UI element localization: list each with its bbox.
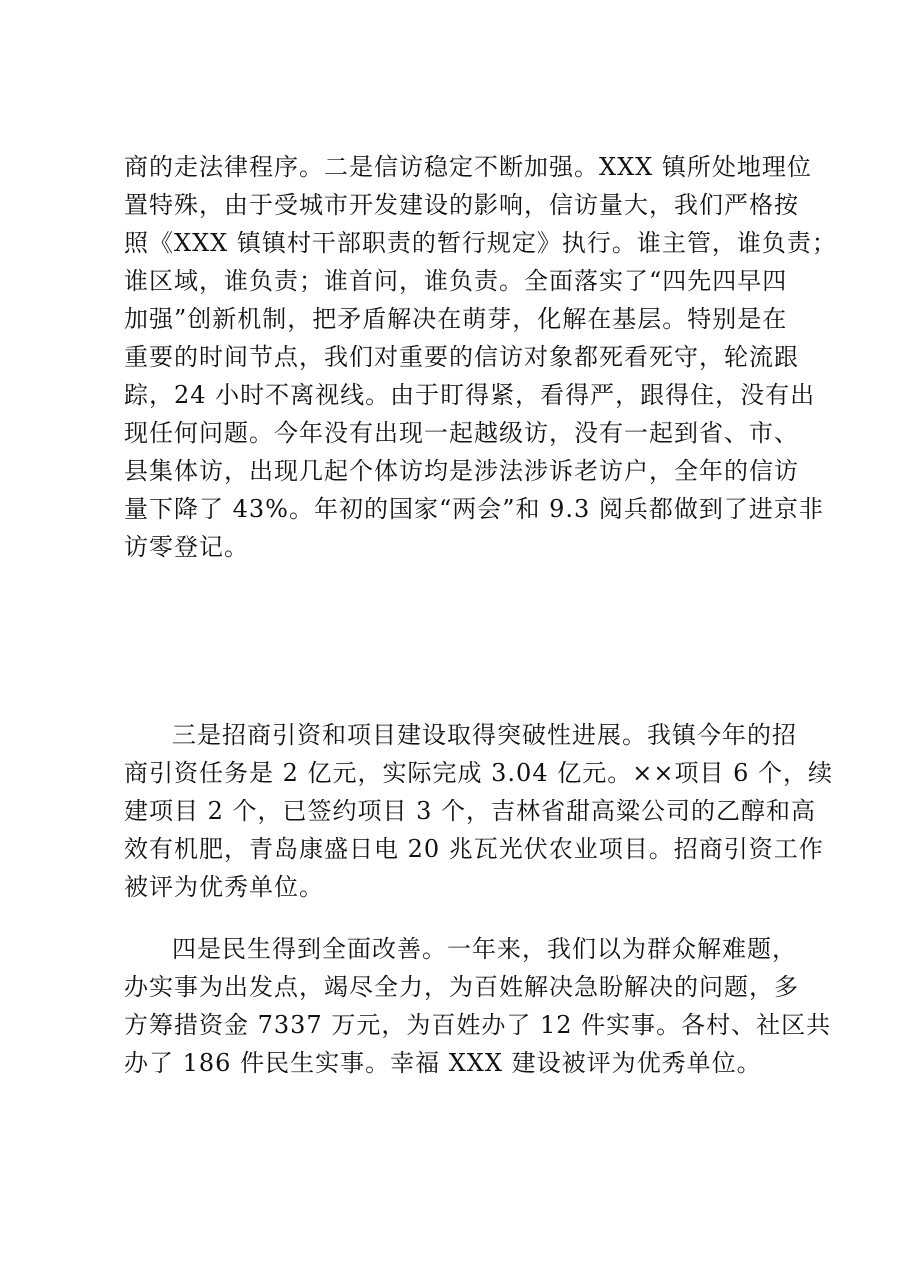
paragraph-livelihood: [124, 930, 832, 1082]
text-line: 县集体访，出现几起个体访均是涉法涉诉老访户，全年的信访: [124, 457, 799, 485]
text-line: 谁区域，谁负责；谁首问，谁负责。全面落实了“四先四早四: [124, 267, 788, 295]
text-line: 访零登记。: [124, 533, 249, 561]
text-line: 商引资任务是 2 亿元，实际完成 3.04 亿元。××项目 6 个，续: [124, 759, 833, 787]
paragraph-petition-stability: [124, 148, 837, 566]
text-line: 四是民生得到全面改善。一年来，我们以为群众解难题，: [172, 935, 797, 963]
text-line: 量下降了 43%。年初的国家“两会”和 9.3 阅兵都做到了进京非: [124, 495, 824, 523]
text-line: 三是招商引资和项目建设取得突破性进展。我镇今年的招: [172, 721, 797, 749]
text-line: 置特殊，由于受城市开发建设的影响，信访量大，我们严格按: [124, 191, 799, 219]
text-line: 效有机肥，青岛康盛日电 20 兆瓦光伏农业项目。招商引资工作: [124, 835, 824, 863]
text-line: 现任何问题。今年没有出现一起越级访，没有一起到省、市、: [124, 419, 799, 447]
paragraph-investment-projects: [124, 716, 833, 906]
text-line: 办实事为出发点，竭尽全力，为百姓解决急盼解决的问题，多: [124, 973, 799, 1001]
text-line: 建项目 2 个，已签约项目 3 个，吉林省甜高粱公司的乙醇和高: [124, 797, 817, 825]
text-line: 商的走法律程序。二是信访稳定不断加强。XXX 镇所处地理位: [124, 153, 812, 181]
text-line: 方筹措资金 7337 万元，为百姓办了 12 件实事。各村、社区共: [124, 1011, 832, 1039]
text-line: 办了 186 件民生实事。幸福 XXX 建设被评为优秀单位。: [124, 1049, 762, 1077]
text-line: 被评为优秀单位。: [124, 873, 324, 901]
text-line: 照《XXX 镇镇村干部职责的暂行规定》执行。谁主管，谁负责；: [124, 229, 837, 257]
text-line: 加强”创新机制，把矛盾解决在萌芽，化解在基层。特别是在: [124, 305, 788, 333]
text-line: 重要的时间节点，我们对重要的信访对象都死看死守，轮流跟: [124, 343, 799, 371]
text-line: 踪，24 小时不离视线。由于盯得紧，看得严，跟得住，没有出: [124, 381, 816, 409]
